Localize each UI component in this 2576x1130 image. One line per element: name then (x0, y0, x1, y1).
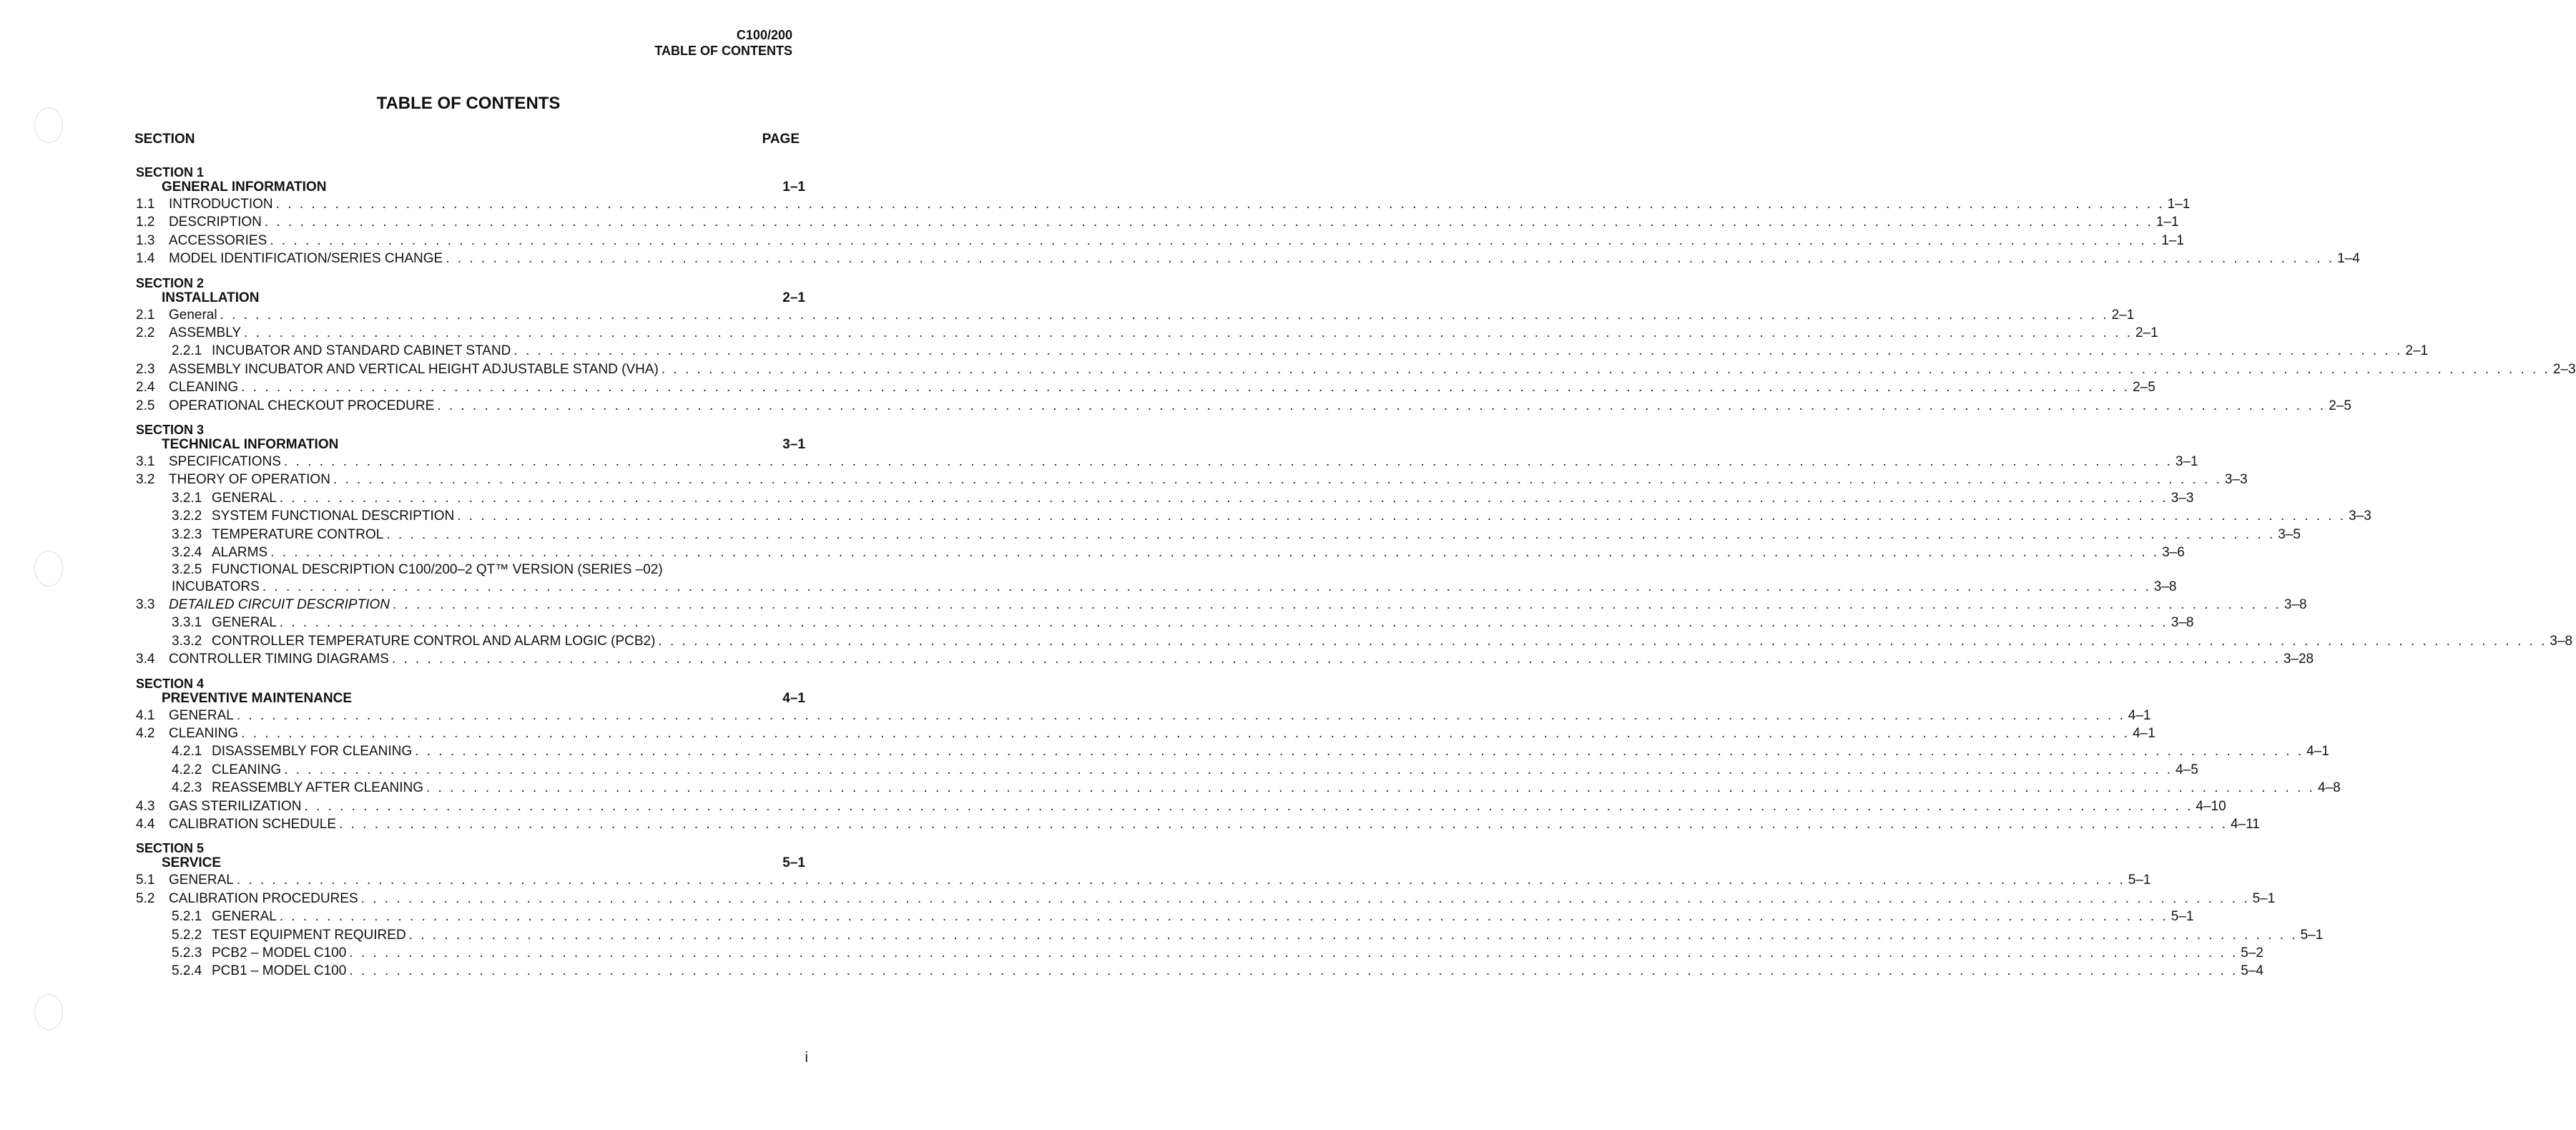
entry-page: 4–5 (2176, 762, 2198, 777)
entry-title: General (169, 307, 217, 323)
entry-title: CLEANING (169, 380, 239, 396)
entry-title: SYSTEM FUNCTIONAL DESCRIPTION (212, 508, 455, 524)
dot-leader: . . . . . . . . . . . . . . . . . . . . . . . . . . . . . . . . . . . . . . . . . . . . . . . . . . . . . . . . . . . . . . . . . . . . . . . . . . . . . . . . . . . . . . . . . . . . . . . . . . . . . . . . . . . . . . . . . . . . . . . . . . . . . . . . . . . . . . . . . . . . . . . . . . . . . . . . . . . . . . . . (391, 652, 2281, 667)
entry-number: 5.2.1 (172, 909, 202, 925)
entry-number: 3.2.4 (172, 545, 202, 561)
entry-page: 1–1 (2155, 215, 2179, 230)
toc-list (136, 165, 2576, 989)
entry-page: 3–8 (2171, 615, 2194, 631)
punch-hole-bottom (34, 994, 63, 1030)
toc-entry[interactable] (136, 871, 2151, 889)
entry-number: 5.2.4 (172, 963, 202, 979)
entry-title: GENERAL (212, 909, 277, 925)
toc-entry[interactable] (136, 650, 2314, 668)
toc-entry[interactable] (136, 707, 2151, 724)
entry-page: 5–2 (2241, 945, 2263, 960)
entry-number: 1.1 (136, 197, 155, 212)
toc-entry[interactable] (136, 779, 2341, 797)
toc-entry[interactable] (136, 544, 2185, 561)
section-page: 5–1 (782, 855, 805, 871)
dot-leader: . . . . . . . . . . . . . . . . . . . . . . . . . . . . . . . . . . . . . . . . . . . . . . . . . . . . . . . . . . . . . . . . . . . . . . . . . . . . . . . . . . . . . . . . . . . . . . . . . . . . . . . . . . . . . . . . . . . . . . . . . . . . . . . . . . . . . . . . . . . . . . . . . . . . . . . . . . . . . . . . (275, 197, 2165, 212)
section-title: TECHNICAL INFORMATION (162, 437, 339, 453)
dot-leader: . . . . . . . . . . . . . . . . . . . . . . . . . . . . . . . . . . . . . . . . . . . . . . . . . . . . . . . . . . . . . . . . . . . . . . . . . . . . . . . . . . . . . . . . . . . . . . . . . . . . . . . . . . . . . . . . . . . . . . . . . . . . . . . . . . . . . . . . . . . . . . . . . . . . . . . . . . . . . . . . (284, 762, 2173, 777)
entry-title: PCB2 – MODEL C100 (212, 945, 347, 960)
entry-number: 5.2.2 (172, 927, 202, 943)
section-page: 4–1 (782, 690, 805, 706)
entry-page: 3–8 (2550, 633, 2573, 649)
entry-page: 5–4 (2241, 963, 2263, 979)
entry-page: 2–1 (2405, 343, 2429, 359)
toc-section (136, 423, 2573, 668)
entry-title: GENERAL (212, 615, 277, 631)
entry-title: DISASSEMBLY FOR CLEANING (212, 744, 413, 760)
toc-entry[interactable] (136, 614, 2194, 632)
toc-section (136, 165, 2360, 268)
entry-number: 3.3.2 (172, 633, 202, 649)
section-label: SECTION 1 (136, 165, 205, 180)
toc-entry[interactable] (136, 453, 2198, 471)
dot-leader: . . . . . . . . . . . . . . . . . . . . . . . . . . . . . . . . . . . . . . . . . . . . . . . . . . . . . . . . . . . . . . . . . . . . . . . . . . . . . . . . . . . . . . . . . . . . . . . . . . . . . . . . . . . . . . . . . . . . . . . . . . . . . . . . . . . . . . . . . . . . . . . . . . . . . . . . . . . . . . . . (386, 526, 2276, 542)
entry-page: 5–1 (2300, 927, 2324, 943)
entry-title: ASSEMBLY INCUBATOR AND VERTICAL HEIGHT ADJUSTABLE STAND (VHA) (169, 361, 659, 377)
entry-title-continuation: INCUBATORS (172, 579, 260, 594)
toc-entry[interactable] (136, 797, 2226, 815)
section-label: SECTION 3 (136, 423, 205, 438)
entry-title: DESCRIPTION (169, 215, 262, 230)
entry-page: 2–5 (2133, 380, 2155, 396)
entry-title: CLEANING (212, 762, 282, 777)
entry-number: 3.1 (136, 454, 155, 470)
entry-page: 3–3 (2171, 490, 2194, 506)
dot-leader: . . . . . . . . . . . . . . . . . . . . . . . . . . . . . . . . . . . . . . . . . . . . . . . . . . . . . . . . . . . . . . . . . . . . . . . . . . . . . . . . . . . . . . . . . . . . . . . . . . . . . . . . . . . . . . . . . . . . . . . . . . . . . . . . . . . . . . . . . . . . . . . . . . . . . . . . . . . . . . . . (304, 798, 2193, 814)
entry-number: 4.2.1 (172, 744, 202, 760)
entry-number: 1.4 (136, 251, 155, 267)
entry-page: 2–5 (2329, 398, 2351, 413)
toc-section (136, 275, 2576, 415)
toc-entry[interactable] (136, 890, 2276, 908)
header-doc-id: C100/200 (736, 28, 792, 42)
entry-page: 3–5 (2278, 526, 2301, 542)
entry-title: FUNCTIONAL DESCRIPTION C100/200–2 QT™ VERSION (SERIES –02) (212, 561, 663, 577)
toc-entry[interactable] (136, 742, 2329, 760)
section-title: GENERAL INFORMATION (162, 180, 327, 195)
entry-title: CALIBRATION SCHEDULE (169, 816, 337, 832)
entry-number: 3.3 (136, 596, 155, 612)
entry-title: ASSEMBLY (169, 325, 242, 341)
toc-entry-line (136, 562, 805, 578)
toc-entry[interactable] (136, 926, 2324, 944)
column-header-page: PAGE (762, 132, 800, 147)
entry-title: PCB1 – MODEL C100 (212, 963, 347, 979)
entry-number: 3.4 (136, 652, 155, 667)
toc-entry[interactable] (136, 944, 2263, 962)
toc-section (136, 676, 2341, 834)
entry-title: REASSEMBLY AFTER CLEANING (212, 780, 423, 796)
dot-leader: . . . . . . . . . . . . . . . . . . . . . . . . . . . . . . . . . . . . . . . . . . . . . . . . . . . . . . . . . . . . . . . . . . . . . . . . . . . . . . . . . . . . . . . . . . . . . . . . . . . . . . . . . . . . . . . . . . . . . . . . . . . . . . . . . . . . . . . . . . . . . . . . . . . . . . . . . . . . . . . . (426, 780, 2315, 796)
dot-leader: . . . . . . . . . . . . . . . . . . . . . . . . . . . . . . . . . . . . . . . . . . . . . . . . . . . . . . . . . . . . . . . . . . . . . . . . . . . . . . . . . . . . . . . . . . . . . . . . . . . . . . . . . . . . . . . . . . . . . . . . . . . . . . . . . . . . . . . . . . . . . . . . . . . . . . . . . . . . . . . . (244, 325, 2133, 341)
toc-entry[interactable] (136, 526, 2301, 544)
entry-title: THEORY OF OPERATION (169, 472, 330, 488)
dot-leader: . . . . . . . . . . . . . . . . . . . . . . . . . . . . . . . . . . . . . . . . . . . . . . . . . . . . . . . . . . . . . . . . . . . . . . . . . . . . . . . . . . . . . . . . . . . . . . . . . . . . . . . . . . . . . . . . . . . . . . . . . . . . . . . . . . . . . . . . . . . . . . . . . . . . . . . . . . . . . . . . (349, 963, 2238, 979)
dot-leader: . . . . . . . . . . . . . . . . . . . . . . . . . . . . . . . . . . . . . . . . . . . . . . . . . . . . . . . . . . . . . . . . . . . . . . . . . . . . . . . . . . . . . . . . . . . . . . . . . . . . . . . . . . . . . . . . . . . . . . . . . . . . . . . . . . . . . . . . . . . . . . . . . . . . . . . . . . . . . . . . (408, 927, 2298, 943)
entry-number: 4.4 (136, 816, 155, 832)
dot-leader: . . . . . . . . . . . . . . . . . . . . . . . . . . . . . . . . . . . . . . . . . . . . . . . . . . . . . . . . . . . . . . . . . . . . . . . . . . . . . . . . . . . . . . . . . . . . . . . . . . . . . . . . . . . . . . . . . . . . . . . . . . . . . . . . . . . . . . . . . . . . . . . . . . . . . . . . . . . . . . . . (270, 232, 2159, 248)
entry-page: 5–1 (2128, 873, 2151, 888)
entry-page: 5–1 (2252, 890, 2276, 906)
toc-entry[interactable] (136, 507, 2371, 525)
toc-entry[interactable] (136, 632, 2573, 650)
toc-entry[interactable] (136, 213, 2179, 231)
toc-entry[interactable] (136, 908, 2194, 925)
entry-page: 3–3 (2349, 508, 2371, 524)
dot-leader: . . . . . . . . . . . . . . . . . . . . . . . . . . . . . . . . . . . . . . . . . . . . . . . . . . . . . . . . . . . . . . . . . . . . . . . . . . . . . . . . . . . . . . . . . . . . . . . . . . . . . . . . . . . . . . . . . . . . . . . . . . . . . . . . . . . . . . . . . . . . . . . . . . . . . . . . . . . . . . . . (270, 545, 2160, 561)
entry-number: 1.2 (136, 215, 155, 230)
entry-number: 2.2 (136, 325, 155, 341)
toc-entry[interactable] (136, 306, 2135, 324)
entry-page: 4–8 (2317, 780, 2341, 796)
toc-entry[interactable] (136, 761, 2198, 779)
dot-leader: . . . . . . . . . . . . . . . . . . . . . . . . . . . . . . . . . . . . . . . . . . . . . . . . . . . . . . . . . . . . . . . . . . . . . . . . . . . . . . . . . . . . . . . . . . . . . . . . . . . . . . . . . . . . . . . . . . . . . . . . . . . . . . . . . . . . . . . . . . . . . . . . . . . . . . . . . . . . . . . . (241, 380, 2130, 396)
section-label: SECTION 5 (136, 841, 205, 856)
toc-entry[interactable] (136, 342, 2429, 360)
dot-leader: . . . . . . . . . . . . . . . . . . . . . . . . . . . . . . . . . . . . . . . . . . . . . . . . . . . . . . . . . . . . . . . . . . . . . . . . . . . . . . . . . . . . . . . . . . . . . . . . . . . . . . . . . . . . . . . . . . . . . . . . . . . . . . . . . . . . . . . . . . . . . . . . . . . . . . . . . . . . . . . . (262, 579, 2151, 594)
entry-title: CONTROLLER TEMPERATURE CONTROL AND ALARM LOGIC (PCB2) (212, 633, 656, 649)
entry-number: 3.2.2 (172, 508, 202, 524)
entry-number: 3.2.1 (172, 490, 202, 506)
entry-number: 2.2.1 (172, 343, 202, 359)
entry-title: GENERAL (169, 707, 234, 723)
dot-leader: . . . . . . . . . . . . . . . . . . . . . . . . . . . . . . . . . . . . . . . . . . . . . . . . . . . . . . . . . . . . . . . . . . . . . . . . . . . . . . . . . . . . . . . . . . . . . . . . . . . . . . . . . . . . . . . . . . . . . . . . . . . . . . . . . . . . . . . . . . . . . . . . . . . . . . . . . . . . . . . . (241, 725, 2130, 741)
entry-title: INCUBATOR AND STANDARD CABINET STAND (212, 343, 511, 359)
entry-number: 4.2.2 (172, 762, 202, 777)
entry-page: 3–1 (2175, 454, 2198, 470)
section-page: 2–1 (782, 290, 805, 305)
entry-number: 5.2 (136, 890, 155, 906)
dot-leader: . . . . . . . . . . . . . . . . . . . . . . . . . . . . . . . . . . . . . . . . . . . . . . . . . . . . . . . . . . . . . . . . . . . . . . . . . . . . . . . . . . . . . . . . . . . . . . . . . . . . . . . . . . . . . . . . . . . . . . . . . . . . . . . . . . . . . . . . . . . . . . . . . . . . . . . . . . . . . . . . (658, 633, 2547, 649)
dot-leader: . . . . . . . . . . . . . . . . . . . . . . . . . . . . . . . . . . . . . . . . . . . . . . . . . . . . . . . . . . . . . . . . . . . . . . . . . . . . . . . . . . . . . . . . . . . . . . . . . . . . . . . . . . . . . . . . . . . . . . . . . . . . . . . . . . . . . . . . . . . . . . . . . . . . . . . . . . . . . . . . (339, 816, 2228, 832)
entry-title: CALIBRATION PROCEDURES (169, 890, 358, 906)
entry-title: TEST EQUIPMENT REQUIRED (212, 927, 406, 943)
entry-page: 1–1 (2167, 197, 2191, 212)
toc-entry[interactable] (136, 232, 2184, 250)
entry-number: 3.3.1 (172, 615, 202, 631)
toc-entry[interactable] (136, 195, 2191, 213)
toc-section (136, 841, 2324, 980)
entry-number: 3.2.5 (172, 561, 202, 577)
entry-page: 2–1 (2135, 325, 2158, 341)
dot-leader: . . . . . . . . . . . . . . . . . . . . . . . . . . . . . . . . . . . . . . . . . . . . . . . . . . . . . . . . . . . . . . . . . . . . . . . . . . . . . . . . . . . . . . . . . . . . . . . . . . . . . . . . . . . . . . . . . . . . . . . . . . . . . . . . . . . . . . . . . . . . . . . . . . . . . . . . . . . . . . . . (446, 251, 2335, 267)
entry-title: MODEL IDENTIFICATION/SERIES CHANGE (169, 251, 443, 267)
entry-title: INTRODUCTION (169, 197, 273, 212)
entry-page: 1–4 (2337, 251, 2360, 267)
entry-number: 2.3 (136, 361, 155, 377)
dot-leader: . . . . . . . . . . . . . . . . . . . . . . . . . . . . . . . . . . . . . . . . . . . . . . . . . . . . . . . . . . . . . . . . . . . . . . . . . . . . . . . . . . . . . . . . . . . . . . . . . . . . . . . . . . . . . . . . . . . . . . . . . . . . . . . . . . . . . . . . . . . . . . . . . . . . . . . . . . . . . . . . (661, 361, 2550, 377)
entry-title: GENERAL (212, 490, 277, 506)
section-title-row (136, 691, 805, 707)
entry-number: 4.3 (136, 798, 155, 814)
entry-number: 5.1 (136, 873, 155, 888)
dot-leader: . . . . . . . . . . . . . . . . . . . . . . . . . . . . . . . . . . . . . . . . . . . . . . . . . . . . . . . . . . . . . . . . . . . . . . . . . . . . . . . . . . . . . . . . . . . . . . . . . . . . . . . . . . . . . . . . . . . . . . . . . . . . . . . . . . . . . . . . . . . . . . . . . . . . . . . . . . . . . . . . (279, 909, 2168, 925)
entry-page: 3–8 (2153, 579, 2177, 594)
entry-page: 3–6 (2162, 545, 2185, 561)
entry-title: SPECIFICATIONS (169, 454, 281, 470)
entry-page: 2–1 (2111, 307, 2135, 323)
running-header (654, 27, 792, 59)
dot-leader: . . . . . . . . . . . . . . . . . . . . . . . . . . . . . . . . . . . . . . . . . . . . . . . . . . . . . . . . . . . . . . . . . . . . . . . . . . . . . . . . . . . . . . . . . . . . . . . . . . . . . . . . . . . . . . . . . . . . . . . . . . . . . . . . . . . . . . . . . . . . . . . . . . . . . . . . . . . . . . . . (283, 454, 2173, 470)
dot-leader: . . . . . . . . . . . . . . . . . . . . . . . . . . . . . . . . . . . . . . . . . . . . . . . . . . . . . . . . . . . . . . . . . . . . . . . . . . . . . . . . . . . . . . . . . . . . . . . . . . . . . . . . . . . . . . . . . . . . . . . . . . . . . . . . . . . . . . . . . . . . . . . . . . . . . . . . . . . . . . . . (236, 707, 2125, 723)
dot-leader: . . . . . . . . . . . . . . . . . . . . . . . . . . . . . . . . . . . . . . . . . . . . . . . . . . . . . . . . . . . . . . . . . . . . . . . . . . . . . . . . . . . . . . . . . . . . . . . . . . . . . . . . . . . . . . . . . . . . . . . . . . . . . . . . . . . . . . . . . . . . . . . . . . . . . . . . . . . . . . . . (513, 343, 2403, 359)
dot-leader: . . . . . . . . . . . . . . . . . . . . . . . . . . . . . . . . . . . . . . . . . . . . . . . . . . . . . . . . . . . . . . . . . . . . . . . . . . . . . . . . . . . . . . . . . . . . . . . . . . . . . . . . . . . . . . . . . . . . . . . . . . . . . . . . . . . . . . . . . . . . . . . . . . . . . . . . . . . . . . . . (437, 398, 2326, 413)
dot-leader: . . . . . . . . . . . . . . . . . . . . . . . . . . . . . . . . . . . . . . . . . . . . . . . . . . . . . . . . . . . . . . . . . . . . . . . . . . . . . . . . . . . . . . . . . . . . . . . . . . . . . . . . . . . . . . . . . . . . . . . . . . . . . . . . . . . . . . . . . . . . . . . . . . . . . . . . . . . . . . . . (279, 490, 2168, 506)
dot-leader: . . . . . . . . . . . . . . . . . . . . . . . . . . . . . . . . . . . . . . . . . . . . . . . . . . . . . . . . . . . . . . . . . . . . . . . . . . . . . . . . . . . . . . . . . . . . . . . . . . . . . . . . . . . . . . . . . . . . . . . . . . . . . . . . . . . . . . . . . . . . . . . . . . . . . . . . . . . . . . . . (236, 873, 2125, 888)
dot-leader: . . . . . . . . . . . . . . . . . . . . . . . . . . . . . . . . . . . . . . . . . . . . . . . . . . . . . . . . . . . . . . . . . . . . . . . . . . . . . . . . . . . . . . . . . . . . . . . . . . . . . . . . . . . . . . . . . . . . . . . . . . . . . . . . . . . . . . . . . . . . . . . . . . . . . . . . . . . . . . . . (264, 215, 2153, 230)
section-label: SECTION 2 (136, 275, 205, 290)
dot-leader: . . . . . . . . . . . . . . . . . . . . . . . . . . . . . . . . . . . . . . . . . . . . . . . . . . . . . . . . . . . . . . . . . . . . . . . . . . . . . . . . . . . . . . . . . . . . . . . . . . . . . . . . . . . . . . . . . . . . . . . . . . . . . . . . . . . . . . . . . . . . . . . . . . . . . . . . . . . . . . . . (279, 615, 2168, 631)
page-title: TABLE OF CONTENTS (376, 94, 561, 113)
entry-number: 3.2 (136, 472, 155, 488)
dot-leader: . . . . . . . . . . . . . . . . . . . . . . . . . . . . . . . . . . . . . . . . . . . . . . . . . . . . . . . . . . . . . . . . . . . . . . . . . . . . . . . . . . . . . . . . . . . . . . . . . . . . . . . . . . . . . . . . . . . . . . . . . . . . . . . . . . . . . . . . . . . . . . . . . . . . . . . . . . . . . . . . (349, 945, 2238, 960)
section-title-row (136, 180, 805, 195)
entry-title: TEMPERATURE CONTROL (212, 526, 384, 542)
section-title-row (136, 437, 805, 453)
section-label: SECTION 4 (136, 676, 205, 691)
toc-entry[interactable] (136, 489, 2194, 507)
entry-page: 4–1 (2133, 725, 2155, 741)
entry-title: GENERAL (169, 873, 234, 888)
toc-entry[interactable] (136, 596, 2307, 614)
toc-entry[interactable] (136, 471, 2248, 488)
entry-number: 3.2.3 (172, 526, 202, 542)
entry-title: CONTROLLER TIMING DIAGRAMS (169, 652, 389, 667)
dot-leader: . . . . . . . . . . . . . . . . . . . . . . . . . . . . . . . . . . . . . . . . . . . . . . . . . . . . . . . . . . . . . . . . . . . . . . . . . . . . . . . . . . . . . . . . . . . . . . . . . . . . . . . . . . . . . . . . . . . . . . . . . . . . . . . . . . . . . . . . . . . . . . . . . . . . . . . . . . . . . . . . (360, 890, 2250, 906)
dot-leader: . . . . . . . . . . . . . . . . . . . . . . . . . . . . . . . . . . . . . . . . . . . . . . . . . . . . . . . . . . . . . . . . . . . . . . . . . . . . . . . . . . . . . . . . . . . . . . . . . . . . . . . . . . . . . . . . . . . . . . . . . . . . . . . . . . . . . . . . . . . . . . . . . . . . . . . . . . . . . . . . (457, 508, 2346, 524)
entry-page: 3–28 (2283, 652, 2314, 667)
section-title: SERVICE (162, 855, 222, 871)
entry-page: 1–1 (2161, 232, 2184, 248)
entry-page: 4–10 (2196, 798, 2226, 814)
entry-number: 4.2.3 (172, 780, 202, 796)
toc-entry[interactable] (136, 360, 2576, 378)
section-page: 1–1 (782, 180, 805, 195)
dot-leader: . . . . . . . . . . . . . . . . . . . . . . . . . . . . . . . . . . . . . . . . . . . . . . . . . . . . . . . . . . . . . . . . . . . . . . . . . . . . . . . . . . . . . . . . . . . . . . . . . . . . . . . . . . . . . . . . . . . . . . . . . . . . . . . . . . . . . . . . . . . . . . . . . . . . . . . . . . . . . . . . (392, 596, 2281, 612)
entry-number: 5.2.3 (172, 945, 202, 960)
entry-page: 4–1 (2128, 707, 2151, 723)
entry-number: 1.3 (136, 232, 155, 248)
toc-entry[interactable] (136, 724, 2155, 742)
toc-entry[interactable] (136, 962, 2263, 980)
page-number: i (805, 1050, 808, 1066)
section-page: 3–1 (782, 437, 805, 453)
entry-title: CLEANING (169, 725, 239, 741)
entry-page: 3–8 (2284, 596, 2307, 612)
entry-number: 2.5 (136, 398, 155, 413)
toc-entry[interactable] (136, 250, 2360, 267)
toc-entry[interactable] (136, 397, 2351, 415)
entry-title: OPERATIONAL CHECKOUT PROCEDURE (169, 398, 435, 413)
entry-number: 2.4 (136, 380, 155, 396)
entry-number: 2.1 (136, 307, 155, 323)
header-doc-section: TABLE OF CONTENTS (654, 44, 792, 58)
entry-page: 4–1 (2306, 744, 2329, 760)
section-title: INSTALLATION (162, 290, 260, 305)
dot-leader: . . . . . . . . . . . . . . . . . . . . . . . . . . . . . . . . . . . . . . . . . . . . . . . . . . . . . . . . . . . . . . . . . . . . . . . . . . . . . . . . . . . . . . . . . . . . . . . . . . . . . . . . . . . . . . . . . . . . . . . . . . . . . . . . . . . . . . . . . . . . . . . . . . . . . . . . . . . . . . . . (333, 472, 2222, 488)
entry-page: 2–3 (2552, 361, 2576, 377)
toc-entry[interactable] (136, 378, 2155, 396)
section-title-row (136, 290, 805, 306)
toc-entry[interactable] (136, 815, 2260, 833)
dot-leader: . . . . . . . . . . . . . . . . . . . . . . . . . . . . . . . . . . . . . . . . . . . . . . . . . . . . . . . . . . . . . . . . . . . . . . . . . . . . . . . . . . . . . . . . . . . . . . . . . . . . . . . . . . . . . . . . . . . . . . . . . . . . . . . . . . . . . . . . . . . . . . . . . . . . . . . . . . . . . . . . (415, 744, 2304, 760)
entry-number: 4.2 (136, 725, 155, 741)
entry-title: GAS STERILIZATION (169, 798, 302, 814)
entry-title: ALARMS (212, 545, 268, 561)
entry-page: 5–1 (2171, 909, 2194, 925)
column-header-section: SECTION (134, 132, 195, 147)
toc-entry[interactable] (136, 324, 2158, 342)
entry-number: 4.1 (136, 707, 155, 723)
entry-title: DETAILED CIRCUIT DESCRIPTION (169, 596, 390, 612)
section-title: PREVENTIVE MAINTENANCE (162, 690, 353, 706)
dot-leader: . . . . . . . . . . . . . . . . . . . . . . . . . . . . . . . . . . . . . . . . . . . . . . . . . . . . . . . . . . . . . . . . . . . . . . . . . . . . . . . . . . . . . . . . . . . . . . . . . . . . . . . . . . . . . . . . . . . . . . . . . . . . . . . . . . . . . . . . . . . . . . . . . . . . . . . . . . . . . . . . (220, 307, 2109, 323)
punch-hole-middle (34, 551, 63, 586)
entry-page: 4–11 (2230, 816, 2260, 832)
section-title-row (136, 855, 805, 871)
toc-entry[interactable] (136, 578, 2177, 596)
entry-page: 3–3 (2224, 472, 2248, 488)
entry-title: ACCESSORIES (169, 232, 267, 248)
